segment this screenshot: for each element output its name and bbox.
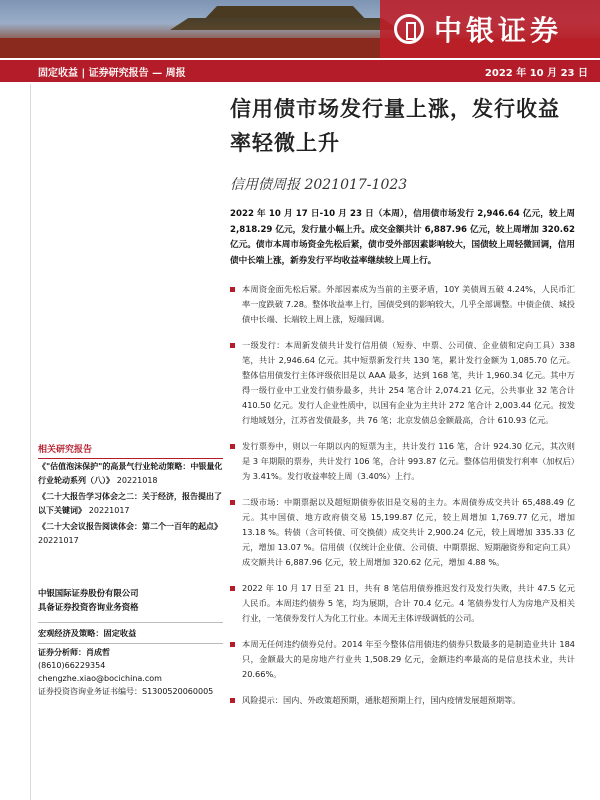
report-category-bar — [0, 60, 600, 82]
related-report-date: 20221017 — [88, 505, 130, 515]
analyst-info — [38, 646, 223, 698]
page-subtitle: 信用债周报 2021017-1023 — [230, 177, 408, 193]
divider — [38, 643, 223, 644]
report-date: 2022 年 10 月 23 日 — [484, 67, 588, 79]
divider — [38, 622, 223, 623]
analyst-email[interactable]: chengzhe.xiao@bocichina.com — [38, 674, 162, 683]
related-report-link[interactable] — [38, 460, 223, 487]
org-name: 中银国际证券股份有限公司 — [38, 588, 139, 598]
org-qualification: 具备证券投资咨询业务资格 — [38, 602, 139, 612]
page-title: 信用债市场发行量上涨，发行收益率轻微上升 — [230, 97, 560, 155]
industry-label: 宏观经济及策略：固定收益 — [38, 628, 137, 638]
list-item: 本周资金面先松后紧。外部因素成为当前的主要矛盾，10Y 美债周五破 4.24%，人民币汇率一度跌破 7.28。整体收益率上行，国债受到的影响较大，几乎全部调整。中债企债、城投债中长端、长端较上周上涨，短端回调。 — [230, 282, 575, 327]
analyst-license: 证券投资咨询业务证书编号：S1300520060005 — [38, 687, 214, 696]
related-report-link[interactable] — [38, 520, 223, 547]
list-item: 发行票券中，则以一年期以内的短票为主，共计发行 116 笔，合计 924.30 亿元，其次则是 3 年期限的票券，共计发行 106 笔，合计 993.87 亿元。整体信用债发行利率（加权后）为 3.41%。发行收益率较上周（3.40%）上行。 — [230, 439, 575, 484]
list-item: 二级市场：中期票据以及超短期债券依旧是交易的主力。本周债券成交共计 65,488.49 亿元。其中国债、地方政府债交易 15,199.87 亿元，较上周增加 1,769.77 亿元，增加 13.18 %。转债（含可转债、可交换债）成交共计 2,900.24 亿元，较上周增加 335.33 亿元，增加 13.07 %。信用债（仅统计企业债、公司债、中期票据、短期融资券和定向工具）成交额共计 6,887.96 亿元，较上周增加 320.62 亿元，增加 4.88 %。 — [230, 495, 575, 570]
list-item: 本周无任何违约债券兑付。2014 年至今整体信用债违约债券只数最多的是制造业共计 184 只，金额最大的是房地产行业共 1,508.29 亿元，金额违约率最高的是信息技术业，共计 20.66%。 — [230, 637, 575, 682]
analyst-phone: (8610)66229354 — [38, 661, 106, 670]
brand-logo — [380, 0, 600, 58]
summary-paragraph: 2022 年 10 月 17 日-10 月 23 日（本周），信用债市场发行 2,946.64 亿元，较上周 2,818.29 亿元，发行量小幅上升。成交金额共计 6,887.96 亿元，较上周增加 320.62 亿元。债市本周市场资金先松后紧，债市受外部因素影响较大，国债较上周轻微回调，信用债中长端上涨，新券发行平均收益率继续较上周上行。 — [230, 209, 575, 266]
analyst-name: 证券分析师：肖成哲 — [38, 648, 110, 657]
divider — [30, 84, 31, 800]
list-item: 一级发行：本周新发债共计发行信用债（短券、中票、公司债、企业债和定向工具）338 笔，共计 2,946.64 亿元。其中短票新发行共 130 笔，累计发行金额为 1,085.70 亿元。整体信用债发行主体评级依旧是以 AAA 最多，达到 168 笔，共计 1,960.34 亿元。其中万得一级行业中工业发行债券最多，共计 254 笔合计 2,074.21 亿元，公共事业 32 笔合计 410.50 亿元。发行人企业性质中，以国有企业为主共计 272 笔合计 2,003.44 亿元。按发行地域划分，江苏省发债最多，共 76 笔；北京发债总金额最高，合计 610.93 亿元。 — [230, 338, 575, 428]
related-report-title: 《二十大会议报告阅读体会：第二个一百年的起点》 — [38, 522, 222, 531]
list-item: 风险提示：国内、外政策超预期，通胀超预期上行，国内疫情发展超预期等。 — [230, 693, 575, 708]
header-banner — [0, 0, 600, 58]
bank-logo-icon — [394, 14, 424, 44]
related-report-link[interactable] — [38, 490, 223, 517]
related-reports-list — [38, 460, 223, 550]
list-item: 2022 年 10 月 17 日至 21 日，共有 8 笔信用债券推迟发行及发行失败，共计 47.5 亿元人民币。本周违约债券 5 笔，均为展期，合计 70.4 亿元。4 笔债券发行人为房地产及相关行业，一笔债券发行人为化工行业。本周无主体评级调低的公司。 — [230, 581, 575, 626]
related-report-date: 20221017 — [38, 535, 79, 545]
report-category: 固定收益 | 证券研究报告 — 周报 — [38, 67, 186, 79]
related-reports-heading: 相关研究报告 — [38, 442, 223, 459]
related-report-date: 20221018 — [116, 475, 158, 485]
key-points-list — [230, 282, 575, 719]
related-report-title: 《二十大报告学习体会之二：关于经济，报告提出了以下关键词》 — [38, 492, 222, 515]
organization-info — [38, 586, 223, 614]
related-report-title: 《"估值泡沫保护"的高景气行业轮动策略：中银量化行业轮动系列（八）》 — [38, 462, 223, 485]
logo-text: 中银证券 — [434, 14, 563, 47]
